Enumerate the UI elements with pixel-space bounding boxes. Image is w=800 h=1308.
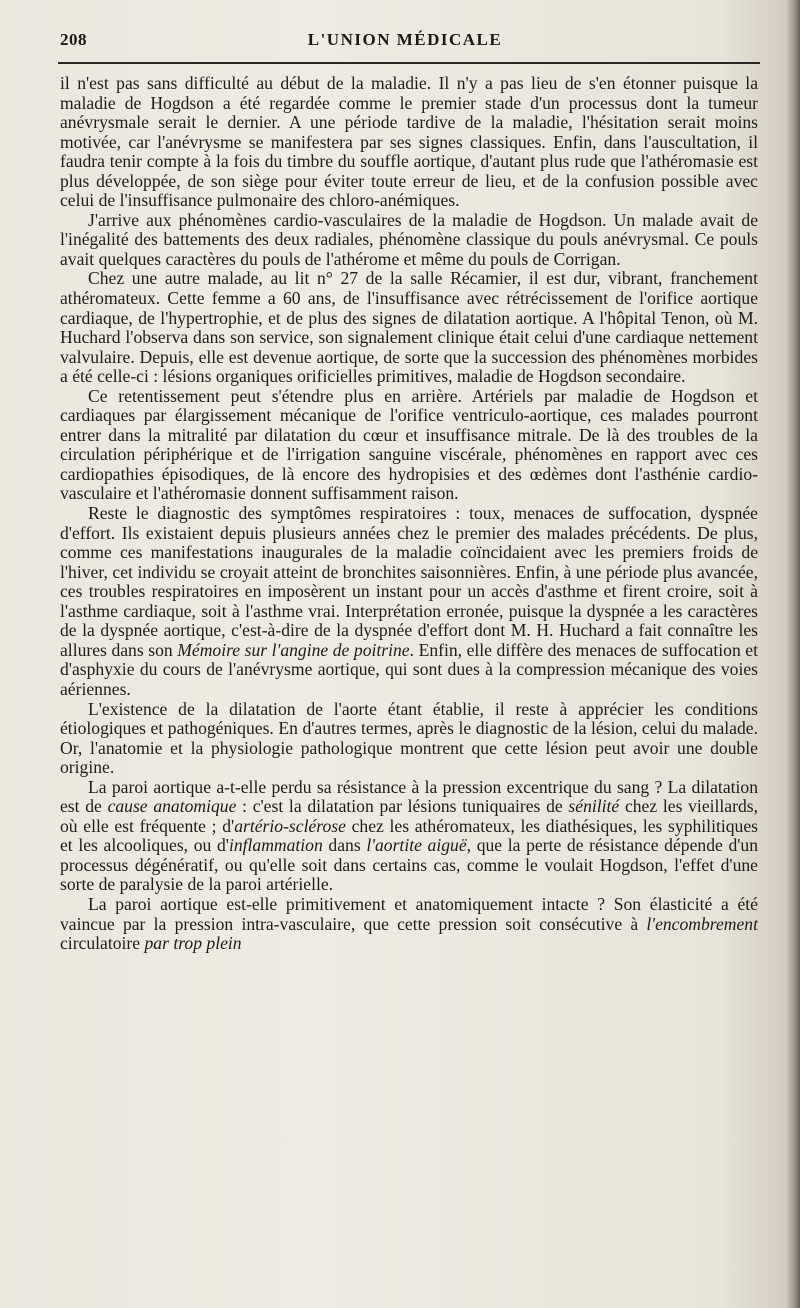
text-run: La paroi aortique a-t-elle perdu sa résistance à la pression excentrique du sang ? La dilatation est de [60,776,758,817]
italic-text: cause anatomique [107,796,237,817]
text-run: Chez une autre malade, au lit n° 27 de la salle Récamier, il est dur, vibrant, franchement athéromateux. Cette femme a 60 ans, de l'insuffisance avec rétrécissement de l'orifice aortique cardiaque, de l'hypertrophie, et de plus des signes de dilatation aortique. A l'hôpital Tenon, où M. Huchard l'observa dans son service, son signalement clinique était celui d'une cardiaque nettement valvulaire. Depuis, elle est devenue aortique, de sorte que la succession des phénomènes morbides a été celle-ci : lésions organiques orificielles primitives, maladie de Hogdson secondaire. [60,268,758,387]
italic-text: l'encombrement [646,913,758,934]
running-title: L'UNION MÉDICALE [307,30,503,49]
header-rule [58,62,760,64]
text-run: La paroi aortique est-elle primitivement et anatomiquement intacte ? Son élasticité a été vaincue par la pression intra-vasculaire, que cette pression soit consécutive à [60,893,758,934]
paragraph [60,211,758,270]
paragraph [60,504,758,699]
body-text [60,74,758,954]
italic-text: Mémoire sur l'angine de poitrine [177,639,410,660]
text-run: : c'est la dilatation par lésions tuniquaires de [236,796,569,817]
text-run: Reste le diagnostic des symptômes respiratoires : toux, menaces de suffocation, dyspnée d'effort. Ils existaient depuis plusieurs années chez le premier des malades précédents. De plus, comme ces manifestations inaugurales de la maladie coïncidaient avec les premiers froids de l'hiver, cet individu se croyait atteint de bronchites saisonnières. Enfin, à une période plus avancée, ces troubles respiratoires en imposèrent un instant pour un accès d'asthme et firent croire, soit à l'asthme cardiaque, soit à l'asthme vrai. Interprétation erronée, puisque la dyspnée a les caractères de la dyspnée aortique, c'est-à-dire de la dyspnée d'effort dont M. H. Huchard a fait connaître les allures dans son [60,503,758,660]
page-edge-shadow [786,0,800,1308]
text-run: circulatoire [60,933,145,954]
page-number: 208 [60,30,87,49]
text-run: chez les athéromateux, les diathésiques, les syphilitiques et les alcooliques, ou d' [60,815,758,856]
text-run: chez les vieillards, où elle est fréquente ; d' [60,796,758,836]
paragraph [60,700,758,778]
italic-text: l'aortite aiguë [366,835,467,856]
text-run: L'existence de la dilatation de l'aorte étant établie, il reste à apprécier les conditions étiologiques et pathogéniques. En d'autres termes, après le diagnostic de la lésion, celui du malade. Or, l'anatomie et la physiologie pathologique montrent que cette lésion peut avoir une double origine. [60,698,758,778]
text-run: . Enfin, elle diffère des menaces de suffocation et d'asphyxie du cours de l'anévrysme aortique, qui sont dues à la compression mécanique des voies aériennes. [60,639,758,699]
italic-text: artério-sclérose [234,815,346,836]
paragraph [60,269,758,386]
text-run: J'arrive aux phénomènes cardio-vasculaires de la maladie de Hogdson. Un malade avait de l'inégalité des battements des deux radiales, phénomène classique du pouls anévrysmal. Ce pouls avait quelques caractères du pouls de l'athérome et même du pouls de Corrigan. [60,209,758,269]
paragraph [60,387,758,504]
text-run: Ce retentissement peut s'étendre plus en arrière. Artériels par maladie de Hogdson et cardiaques par élargissement mécanique de l'orifice ventriculo-aortique, ces malades pourront entrer dans la mitralité par dilatation du cœur et insuffisance mitrale. De là des troubles de la circulation périphérique et de l'irrigation sanguine viscérale, phénomènes en rapport avec ces cardiopathies épisodiques, de là encore des hydropisies et des œdèmes dont l'asthénie cardio-vasculaire et l'athéromasie donnent suffisamment raison. [60,385,758,504]
text-run: il n'est pas sans difficulté au début de la maladie. Il n'y a pas lieu de s'en étonner puisque la maladie de Hogdson a été regardée comme le premier stade d'un processus dont la tumeur anévrysmale serait le dernier. A une période tardive de la maladie, l'hésitation serait moins motivée, car l'anévrysme se manifestera par ses signes classiques. Enfin, dans l'auscultation, il faudra tenir compte à la fois du timbre du souffle aortique, d'autant plus rude que l'athéromasie est plus développée, de son siège pour éviter toute erreur de lieu, et de la confusion possible avec celui de l'insuffisance pulmonaire des chloro-anémiques. [60,73,758,211]
italic-text: par trop plein [144,933,242,954]
page-header [60,30,750,58]
paragraph [60,74,758,211]
paragraph [60,778,758,895]
text-run: , que la perte de résistance dépende d'un processus dégénératif, ou qu'elle soit dans certains cas, comme le voulait Hogdson, l'effet d'une sorte de paralysie de la paroi artérielle. [60,835,759,895]
italic-text: inflammation [228,835,323,856]
paragraph [60,895,758,954]
text-run: dans [322,835,367,856]
italic-text: sénilité [568,796,620,817]
